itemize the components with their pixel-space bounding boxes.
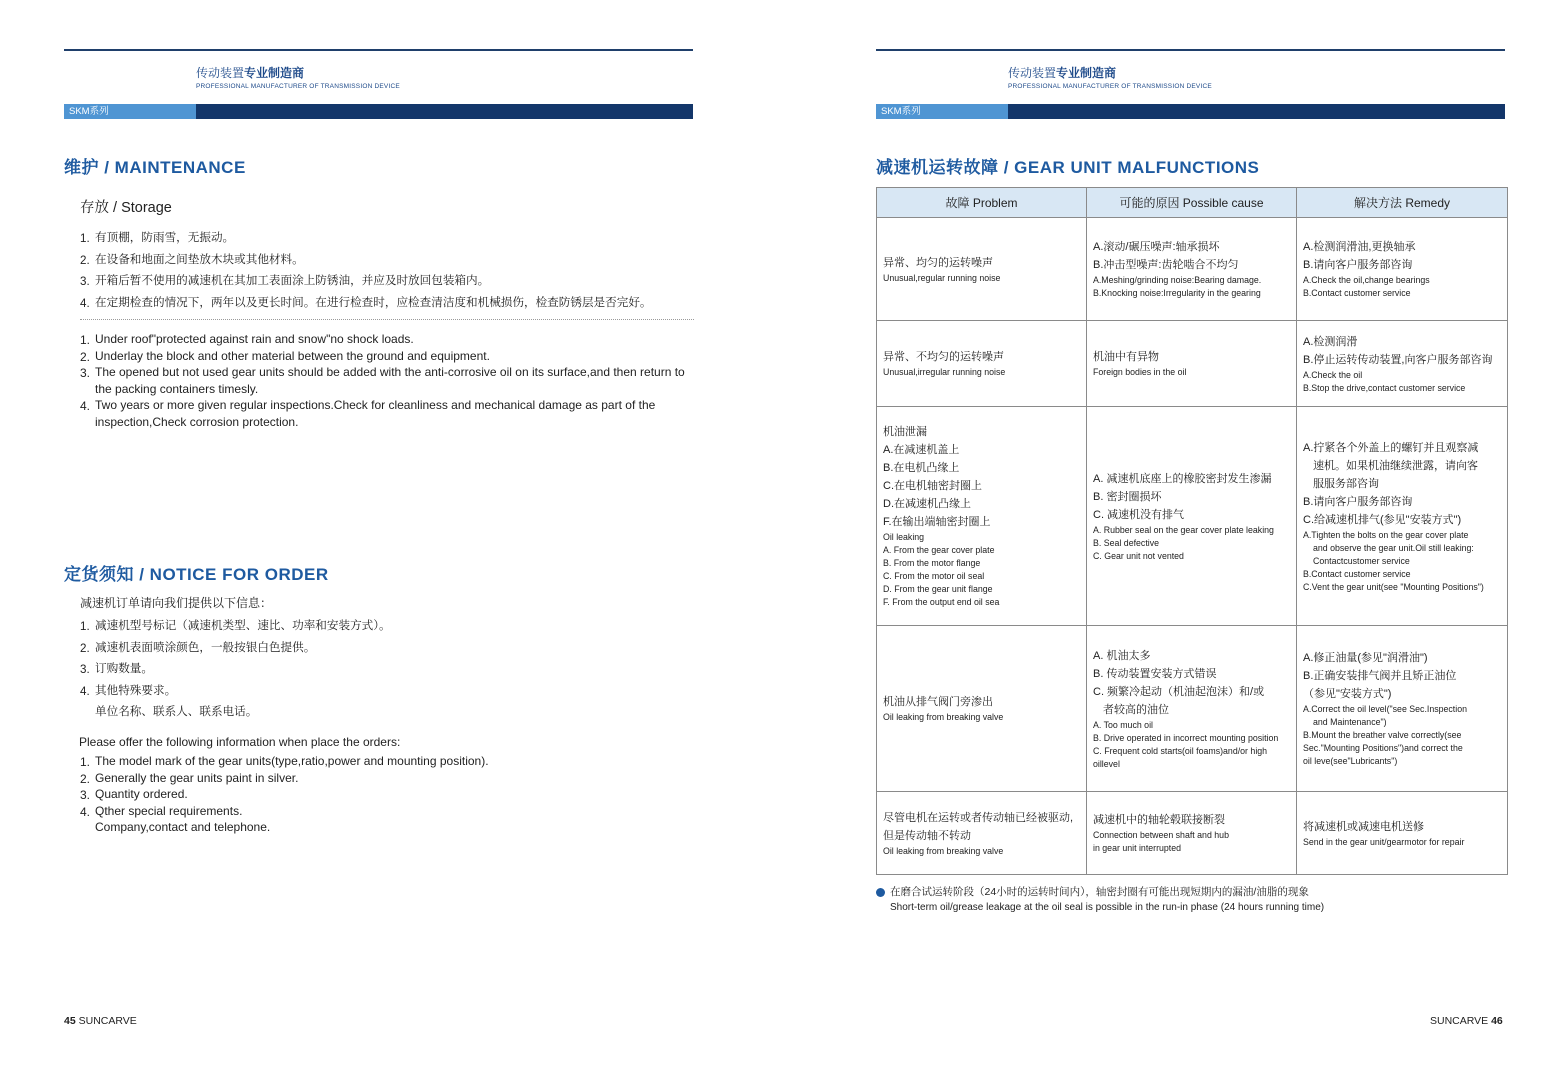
cell-line: C.Vent the gear unit(see "Mounting Positions") bbox=[1303, 581, 1484, 592]
list-number: 2. bbox=[80, 641, 90, 655]
cell-line: B.请向客户服务部咨询 bbox=[1303, 495, 1413, 508]
cell-line: 尽管电机在运转或者传动轴已经被驱动, bbox=[883, 811, 1074, 824]
cell-line: 者较高的油位 bbox=[1103, 703, 1169, 716]
list-text: 其他特殊要求。 bbox=[95, 683, 177, 697]
cell-line: C. 减速机没有排气 bbox=[1093, 508, 1185, 521]
table-row bbox=[877, 792, 1508, 875]
order-intro-cn: 减速机订单请向我们提供以下信息： bbox=[80, 596, 273, 610]
list-number: 4. bbox=[80, 684, 90, 698]
table-row bbox=[877, 407, 1508, 626]
series-bar bbox=[64, 104, 693, 119]
col-remedy: 解决方法 Remedy bbox=[1297, 188, 1508, 218]
cell-line: B.请向客户服务部咨询 bbox=[1303, 259, 1413, 271]
list-item bbox=[80, 292, 700, 314]
list-number: 3. bbox=[80, 366, 91, 381]
cell-cause bbox=[1087, 218, 1297, 321]
list-item bbox=[80, 615, 680, 637]
list-text: Generally the gear units paint in silver. bbox=[95, 770, 299, 785]
brand-en: PROFESSIONAL MANUFACTURER OF TRANSMISSION DEVICE bbox=[1008, 83, 1212, 90]
list-item bbox=[80, 753, 680, 770]
cell-line: F.在输出端轴密封圈上 bbox=[883, 516, 991, 528]
cell-line: Contactcustomer service bbox=[1313, 555, 1410, 566]
cell-remedy bbox=[1297, 792, 1508, 875]
cell-cause bbox=[1087, 321, 1297, 407]
order-en-list bbox=[80, 753, 680, 836]
list-item bbox=[80, 658, 680, 680]
header-rule bbox=[64, 49, 693, 51]
cell-line: D. From the gear unit flange bbox=[883, 584, 993, 594]
list-item bbox=[80, 786, 680, 803]
table-row bbox=[877, 218, 1508, 321]
cell-line: A.检测润滑油,更换轴承 bbox=[1303, 241, 1416, 253]
list-item bbox=[80, 803, 680, 820]
cell-line: A.滚动/碾压噪声:轴承损坏 bbox=[1093, 241, 1220, 253]
cell-line: B.正确安装排气阀并且矫正油位 bbox=[1303, 670, 1457, 682]
list-text: The model mark of the gear units(type,ratio,power and mounting position). bbox=[95, 754, 489, 768]
list-number: 4. bbox=[80, 399, 91, 414]
cell-line: A.检测润滑 bbox=[1303, 335, 1358, 348]
cell-cause bbox=[1087, 407, 1297, 626]
order-intro-en: Please offer the following information when place the orders: bbox=[79, 735, 401, 749]
col-problem: 故障 Problem bbox=[877, 188, 1087, 218]
list-item bbox=[80, 397, 692, 430]
cell-line: A. 减速机底座上的橡胶密封发生渗漏 bbox=[1093, 472, 1272, 485]
list-number: 1. bbox=[80, 333, 91, 347]
cell-line: B. 传动装置安装方式错误 bbox=[1093, 667, 1217, 680]
cell-line: D.在减速机凸缘上 bbox=[883, 498, 971, 510]
cell-line: A. Rubber seal on the gear cover plate leaking bbox=[1093, 524, 1274, 535]
cell-line: B.Mount the breather valve correctly(see bbox=[1303, 730, 1462, 740]
cell-line: 机油泄漏 bbox=[883, 426, 927, 438]
cell-line: 机油中有异物 bbox=[1093, 351, 1159, 363]
maintenance-title: 维护 / MAINTENANCE bbox=[64, 158, 246, 177]
brand-cn-prefix: 传动装置 bbox=[1008, 66, 1057, 80]
bullet-icon bbox=[876, 888, 885, 897]
col-cause: 可能的原因 Possible cause bbox=[1087, 188, 1297, 218]
cell-line: C. Gear unit not vented bbox=[1093, 550, 1184, 561]
list-number: 1. bbox=[80, 755, 91, 769]
cell-line: C.给减速机排气(参见"安装方式") bbox=[1303, 513, 1462, 526]
malfunctions-table bbox=[876, 187, 1508, 875]
list-number: 4. bbox=[80, 804, 91, 819]
cell-line: 但是传动轴不转动 bbox=[883, 829, 971, 842]
cell-line: B.冲击型噪声:齿轮啮合不均匀 bbox=[1093, 259, 1239, 271]
cell-line: Foreign bodies in the oil bbox=[1093, 367, 1187, 377]
cell-line: A.拧紧各个外盖上的螺钉并且观察减 bbox=[1303, 441, 1479, 454]
runin-note bbox=[876, 885, 1324, 915]
list-item bbox=[80, 331, 692, 348]
cell-line: B.在电机凸缘上 bbox=[883, 462, 960, 474]
table-row bbox=[877, 321, 1508, 407]
header-rule bbox=[876, 49, 1505, 51]
list-text: 开箱后暂不使用的减速机在其加工表面涂上防锈油，并应及时放回包装箱内。 bbox=[95, 274, 490, 287]
storage-cn-list bbox=[80, 227, 700, 313]
cell-line: C.在电机轴密封圈上 bbox=[883, 480, 982, 492]
cell-line: A. Too much oil bbox=[1093, 719, 1153, 730]
list-item bbox=[80, 819, 680, 836]
footer-left bbox=[64, 1015, 137, 1027]
list-item bbox=[80, 680, 680, 702]
brand-cn bbox=[196, 64, 304, 81]
cell-line: A.Check the oil bbox=[1303, 369, 1363, 380]
footer-brand: SUNCARVE bbox=[78, 1015, 137, 1027]
cell-line: B. Seal defective bbox=[1093, 537, 1160, 548]
cell-line: Unusual,regular running noise bbox=[883, 272, 1001, 283]
list-item bbox=[80, 364, 692, 397]
list-item bbox=[80, 770, 680, 787]
cell-line: A.在减速机盖上 bbox=[883, 444, 960, 456]
cell-line: A.Meshing/grinding noise:Bearing damage. bbox=[1093, 275, 1262, 285]
cell-line: A.修正油量(参见"润滑油") bbox=[1303, 652, 1428, 664]
page-number: 45 bbox=[64, 1015, 76, 1027]
list-number: 1. bbox=[80, 620, 90, 633]
cell-line: B.停止运转传动装置,向客户服务部咨询 bbox=[1303, 353, 1493, 366]
order-title: 定货须知 / NOTICE FOR ORDER bbox=[64, 565, 329, 584]
list-text: Under roof"protected against rain and snow"no shock loads. bbox=[95, 332, 414, 346]
list-item bbox=[80, 270, 700, 292]
cell-line: 速机。如果机油继续泄露，请向客 bbox=[1313, 459, 1478, 472]
cell-line: 服服务部咨询 bbox=[1313, 477, 1379, 490]
list-text: 有顶棚，防雨雪，无振动。 bbox=[95, 231, 235, 244]
cell-line: B.Contact customer service bbox=[1303, 568, 1411, 579]
malfunctions-title: 减速机运转故障 / GEAR UNIT MALFUNCTIONS bbox=[876, 158, 1260, 177]
list-item bbox=[80, 249, 700, 271]
cell-line: Connection between shaft and hub bbox=[1093, 830, 1229, 840]
table-header-row bbox=[877, 188, 1508, 218]
list-text: 在设备和地面之间垫放木块或其他材料。 bbox=[95, 252, 304, 266]
cell-line: A. From the gear cover plate bbox=[883, 545, 995, 555]
page-number: 46 bbox=[1491, 1015, 1503, 1027]
list-text: 单位名称、联系人、联系电话。 bbox=[95, 705, 258, 718]
brand-en: PROFESSIONAL MANUFACTURER OF TRANSMISSION DEVICE bbox=[196, 83, 400, 90]
divider bbox=[80, 319, 694, 320]
cell-cause bbox=[1087, 626, 1297, 792]
cell-line: A.Check the oil,change bearings bbox=[1303, 275, 1430, 285]
cell-line: and Maintenance") bbox=[1313, 717, 1387, 727]
list-text: Qther special requirements. bbox=[95, 803, 243, 818]
cell-line: Unusual,irregular running noise bbox=[883, 367, 1006, 377]
list-number: 1. bbox=[80, 232, 90, 245]
cell-line: Send in the gear unit/gearmotor for repair bbox=[1303, 836, 1465, 847]
cell-line: B. Drive operated in incorrect mounting position bbox=[1093, 732, 1279, 743]
cell-line: B.Contact customer service bbox=[1303, 288, 1411, 298]
list-text: Two years or more given regular inspections.Check for cleanliness and mechanical damage as part of the inspection,Check corrosion protection. bbox=[95, 398, 656, 429]
cell-line: B. 密封圈损坏 bbox=[1093, 490, 1162, 503]
list-text: 减速机表面喷涂颜色，一般按银白色提供。 bbox=[95, 640, 316, 654]
note-en: Short-term oil/grease leakage at the oil seal is possible in the run-in phase (24 hours running time) bbox=[890, 902, 1325, 913]
cell-problem bbox=[877, 407, 1087, 626]
list-number: 2. bbox=[80, 349, 91, 364]
list-number: 3. bbox=[80, 275, 90, 288]
cell-line: A.Correct the oil level("see Sec.Inspection bbox=[1303, 704, 1467, 714]
cell-problem bbox=[877, 321, 1087, 407]
cell-line: and observe the gear unit.Oil still leaking: bbox=[1313, 542, 1474, 553]
cell-line: oil leve(see"Lubricants") bbox=[1303, 756, 1398, 766]
cell-problem bbox=[877, 792, 1087, 875]
storage-title: 存放 / Storage bbox=[80, 200, 172, 216]
list-text: 在定期检查的情况下，两年以及更长时间。在进行检查时，应检查清洁度和机械损伤，检查防锈层是否完好。 bbox=[95, 295, 652, 309]
cell-line: C. 频繁冷起动（机油起泡沫）和/或 bbox=[1093, 685, 1265, 698]
cell-line: F. From the output end oil sea bbox=[883, 597, 1000, 607]
list-number: 4. bbox=[80, 296, 90, 310]
list-item bbox=[80, 348, 692, 365]
brand-cn-prefix: 传动装置 bbox=[196, 66, 245, 80]
cell-line: Oil leaking from breaking valve bbox=[883, 845, 1004, 856]
order-cn-list bbox=[80, 615, 680, 723]
brand-cn-bold: 专业制造商 bbox=[244, 66, 305, 80]
cell-line: 将减速机或减速电机送修 bbox=[1303, 820, 1424, 833]
series-bar bbox=[876, 104, 1505, 119]
list-text: Quantity ordered. bbox=[95, 787, 188, 802]
series-tag: SKM系列 bbox=[876, 104, 1008, 119]
cell-line: 异常、均匀的运转噪声 bbox=[883, 256, 993, 269]
note-cn: 在磨合试运转阶段（24小时的运转时间内），轴密封圈有可能出现短期内的漏油/油脂的现象 bbox=[890, 886, 1309, 898]
cell-line: Sec."Mounting Positions")and correct the bbox=[1303, 743, 1463, 753]
cell-line: C. Frequent cold starts(oil foams)and/or high oillevel bbox=[1093, 745, 1268, 769]
footer-brand: SUNCARVE bbox=[1430, 1015, 1489, 1027]
right-page bbox=[784, 0, 1568, 1067]
list-number: 3. bbox=[80, 663, 90, 676]
cell-line: Oil leaking bbox=[883, 532, 925, 542]
cell-cause bbox=[1087, 792, 1297, 875]
list-text: Company,contact and telephone. bbox=[95, 820, 271, 835]
cell-line: A. 机油太多 bbox=[1093, 649, 1151, 662]
cell-problem bbox=[877, 626, 1087, 792]
table-row bbox=[877, 626, 1508, 792]
cell-remedy bbox=[1297, 321, 1508, 407]
series-tag: SKM系列 bbox=[64, 104, 196, 119]
list-item bbox=[80, 637, 680, 659]
cell-line: B. From the motor flange bbox=[883, 558, 981, 568]
cell-line: 机油从排气阀门旁渗出 bbox=[883, 696, 993, 708]
cell-line: B.Knocking noise:Irregularity in the gearing bbox=[1093, 288, 1261, 298]
brand-cn-bold: 专业制造商 bbox=[1056, 66, 1117, 80]
cell-line: （参见"安装方式") bbox=[1303, 688, 1392, 700]
cell-line: 减速机中的轴轮毂联接断裂 bbox=[1093, 814, 1225, 826]
list-number: 3. bbox=[80, 788, 91, 803]
list-text: The opened but not used gear units should be added with the anti-corrosive oil on its surface,and then return to the packing containers timesly. bbox=[95, 365, 685, 396]
list-number: 2. bbox=[80, 253, 90, 267]
cell-line: A.Tighten the bolts on the gear cover plate bbox=[1303, 529, 1469, 540]
cell-remedy bbox=[1297, 626, 1508, 792]
brand-cn bbox=[1008, 64, 1116, 81]
list-number: 2. bbox=[80, 771, 91, 786]
list-text: 订购数量。 bbox=[95, 662, 153, 675]
cell-remedy bbox=[1297, 218, 1508, 321]
cell-line: in gear unit interrupted bbox=[1093, 843, 1182, 853]
cell-problem bbox=[877, 218, 1087, 321]
list-item bbox=[80, 701, 680, 723]
storage-en-list bbox=[80, 331, 692, 431]
footer-right bbox=[1430, 1015, 1503, 1027]
cell-line: Oil leaking from breaking valve bbox=[883, 712, 1004, 722]
cell-remedy bbox=[1297, 407, 1508, 626]
list-text: 减速机型号标记（减速机类型、速比、功率和安装方式）。 bbox=[95, 619, 391, 632]
list-item bbox=[80, 227, 700, 249]
cell-line: 异常、不均匀的运转噪声 bbox=[883, 351, 1004, 363]
list-text: Underlay the block and other material between the ground and equipment. bbox=[95, 348, 490, 363]
cell-line: C. From the motor oil seal bbox=[883, 571, 985, 581]
cell-line: B.Stop the drive,contact customer service bbox=[1303, 382, 1466, 393]
